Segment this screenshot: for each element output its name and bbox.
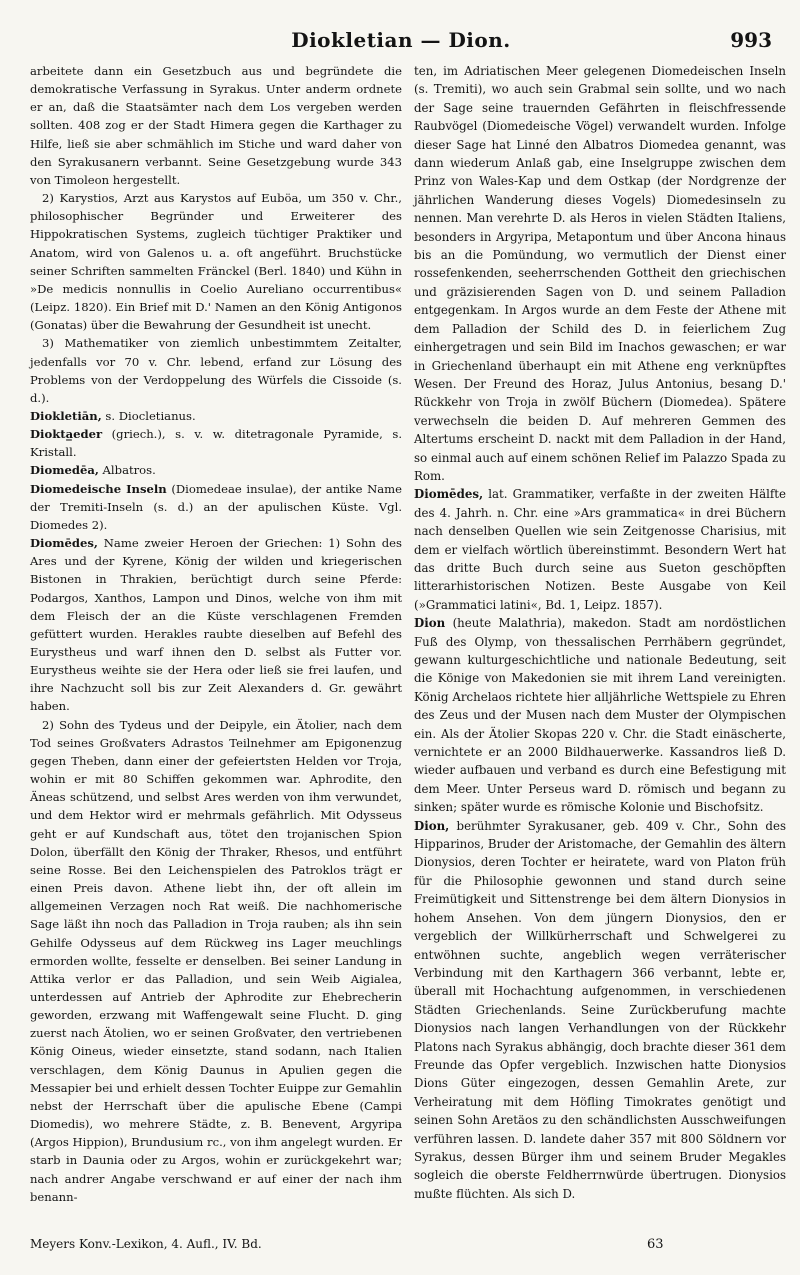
entry-headword: Diomēdes, [30,536,98,551]
entry-headword: Diomedeische Inseln [30,481,167,496]
entry-text: berühmter Syrakusaner, geb. 409 v. Chr., Sohn des Hipparinos, Bruder der Aristomache, der Gemahlin des ältern Dionysios, deren Tochter er heiratete, ward von Platon früh für die Philosophie gewonnen und stand durch seine Freimütigkeit und Sittenstrenge bei dem ältern Dionysios in hohem Ansehen. Von dem jüngern Dionysios, den er vergeblich der Willkürherrschaft und Schwelgerei zu entwöhnen suchte, angeblich wegen verräterischer Verbindung mit den Karthagern 366 verbannt, lebte er, überall mit Hochachtung aufgenommen, in verschiedenen Städten Griechenlands. Seine Zurückberufung machte Dionysios nach langen Verhandlungen von der Rückkehr Platons nach Syrakus abhängig, doch brachte dieser 361 dem Freunde das Opfer vergeblich. Inzwischen hatte Dionysios Dions Güter eingezogen, dessen Gemahlin Arete, zur Verheiratung mit dem Höfling Timokrates genötigt und seinen Sohn Aretäos zu den schändlichsten Ausschweifungen verführen lassen. D. landete daher 357 mit 800 Söldnern vor Syrakus, dessen Bürger ihm und seinem Bruder Megakles sogleich die oberste Feldherrnwürde übertrugen. Dionysios mußte flüchten. Als sich D. [414,818,786,1201]
footer-source: Meyers Konv.-Lexikon, 4. Aufl., IV. Bd. [30,1237,262,1251]
entry-headword: Diokletiān, [30,408,102,423]
signature-mark: 63 [647,1237,664,1252]
entry [414,614,786,816]
entry-headword: Diomēdes, [414,487,484,502]
paragraph-text: 2) Sohn des Tydeus und der Deipyle, ein Ätolier, nach dem Tod seines Großvaters Adrastos Teilnehmer am Epigonenzug gegen Theben, dann einer der gefeiertsten Helden vor Troja, wohin er mit 80 Schiffen gekommen war. Aphrodite, den Äneas schützend, und selbst Ares werden von ihm verwundet, und dem Hektor wird er mehrmals gefährlich. Mit Odysseus geht er auf Kundschaft aus, tötet den trojanischen Spion Dolon, überfällt den König der Thraker, Rhesos, und entführt seine Rosse. Bei den Leichenspielen des Patroklos trägt er einen Preis davon. Athene liebt ihn, der oft allein im allgemeinen Verzagen noch Rat weiß. Die nachhomerische Sage läßt ihn noch das Palladion in Troja rauben; als ihn sein Gehilfe Odysseus auf dem Rückweg ins Lager meuchlings ermorden wollte, fesselte er denselben. Bei seiner Landung in Attika verlor er das Palladion, und sein Weib Aigialea, unterdessen auf Antrieb der Aphrodite zur Ehebrecherin geworden, erzwang mit Waffengewalt seine Flucht. D. ging zuerst nach Ätolien, wo er seinen Großvater, den vertriebenen König Oineus, wieder einsetzte, stand sodann, nach Italien verschlagen, dem König Daunus in Apulien gegen die Messapier bei und erhielt dessen Tochter Euippe zur Gemahlin nebst der Herrschaft über die apulische Ebene (Campi Diomedis), wo mehrere Städte, z. B. Benevent, Argyripa (Argos Hippion), Brundusium rc., von ihm angelegt wurden. Er starb in Daunia oder zu Argos, wohin er zurückgekehrt war; nach andrer Angabe verschwand er auf einer der nach ihm benann- [30,717,402,1204]
paragraph-text: ten, im Adriatischen Meer gelegenen Diomedeischen Inseln (s. Tremiti), wo auch sein Grabmal sein sollte, und wo nach der Sage seine trauernden Gefährten in fleischfressende Raubvögel (Diomedeische Vögel) verwandelt wurden. Infolge dieser Sage hat Linné den Albatros Diomedea genannt, was dann wiederum Anlaß gab, eine Inselgruppe zwischen dem Prinz von Wales-Kap und dem Ostkap (der Nordgrenze der jährlichen Wanderung dieses Vogels) Diomedesinseln zu nennen. Man verehrte D. als Heros in vielen Städten Italiens, besonders in Argyripa, Metapontum und über Ancona hinaus bis an die Pomündung, wo vermutlich der Dienst einer rossefenkenden, seeherrschenden Gottheit den griechischen und gräzisierenden Sagen von D. und seinem Palladion entgegenkam. In Argos wurde an dem Feste der Athene mit dem Palladion der Schild des D. in feierlichem Zug einhergetragen und sein Bild im Inachos gewaschen; er war in Griechenland überhaupt ein mit Athene eng verknüpftes Wesen. Der Freund des Horaz, Julus Antonius, besang D.' Rückkehr von Troja in zwölf Büchern (Diomedea). Spätere verwechseln die beiden D. Auf mehreren Gemmen des Altertums erscheint D. nackt mit dem Palladion in der Hand, so einmal auch auf einem schönen Relief im Palazzo Spada zu Rom. [414,64,786,483]
paragraph [30,189,402,334]
page-number: 993 [730,28,772,52]
entry-text: Name zweier Heroen der Griechen: 1) Sohn des Ares und der Kyrene, König der wilden und kriegerischen Bistonen in Thrakien, berüchtigt durch seine Pferde: Podargos, Xanthos, Lampon und Dinos, welche von ihm mit dem Fleisch der an die Küste verschlagenen Fremden gefüttert wurden. Herakles raubte dieselben auf Befehl des Eurystheus und warf ihnen den D. selbst als Futter vor. Eurystheus weihte sie der Hera oder ließ sie frei laufen, und ihre Nachzucht soll bis zur Zeit Alexanders d. Gr. gewährt haben. [30,536,402,714]
paragraph-text: arbeitete dann ein Gesetzbuch aus und begründete die demokratische Verfassung in Syrakus. Unter anderm ordnete er an, daß die Staatsämter nach dem Los vergeben werden sollten. 408 zog er der Stadt Himera gegen die Karthager zu Hilfe, ließ sie aber schmählich im Stiche und ward daher von den Syrakusanern verbannt. Seine Gesetzgebung wurde 343 von Timoleon hergestellt. [30,64,402,187]
paragraph [414,62,786,485]
entry [414,817,786,1204]
paragraph [30,716,402,1206]
paragraph [30,62,402,189]
entry [30,461,402,479]
entry-headword: Dion, [414,818,450,833]
page-footer [30,1237,772,1259]
entry-headword: Diokta̲eder [30,427,103,442]
entry-text: (heute Malathria), makedon. Stadt am nordöstlichen Fuß des Olymp, von thessalischen Perrhäbern gegründet, gewann kulturgeschichtliche und nationale Bedeutung, seit die Könige von Makedonien sie mit ihrem Land vereinigten. König Archelaos richtete hier alljährliche Wettspiele zu Ehren des Zeus und der Musen nach dem Muster der Olympischen ein. Als der Ätolier Skopas 220 v. Chr. die Stadt einäscherte, vernichtete er an 2000 Bildhauerwerke. Kassandros ließ D. wieder aufbauen und verband es durch eine Befestigung mit dem Meer. Unter Perseus ward D. römisch und begann zu sinken; später wurde es römische Kolonie und Bischofsitz. [414,616,786,815]
entry-headword: Diomedēa, [30,463,99,478]
left-column [30,62,402,1206]
entry [30,534,402,716]
running-head: Diokletian — Dion. [291,28,511,52]
paragraph-text: 3) Mathematiker von ziemlich unbestimmtem Zeitalter, jedenfalls vor 70 v. Chr. lebend, erfand zur Lösung des Problems von der Verdoppelung des Würfels die Cissoide (s. d.). [30,336,402,405]
entry-headword: Dion [414,616,446,631]
entry-text: Albatros. [98,463,156,478]
page-header [30,28,772,58]
entry [30,480,402,534]
paragraph [30,334,402,407]
entry [30,407,402,425]
right-column [414,62,786,1203]
entry-text: (Diomedeae insulae), der antike Name der Tremiti-Inseln (s. d.) an der apulischen Küste. Vgl. Diomedes 2). [30,481,402,532]
entry [30,425,402,461]
entry [414,485,786,614]
entry-text: s. Diocletianus. [101,408,196,423]
paragraph-text: 2) Karystios, Arzt aus Karystos auf Euböa, um 350 v. Chr., philosophischer Begründer und Erweiterer des Hippokratischen Systems, zugleich tüchtiger Praktiker und Anatom, wird von Galenos u. a. oft angeführt. Bruchstücke seiner Schriften sammelten Fränckel (Berl. 1840) und Kühn in »De medicis nonnullis in Coelio Aureliano occurrentibus« (Leipz. 1820). Ein Brief mit D.' Namen an den König Antigonos (Gonatas) über die Bewahrung der Gesundheit ist unecht. [30,191,402,333]
entry-text: lat. Grammatiker, verfaßte in der zweiten Hälfte des 4. Jahrh. n. Chr. eine »Ars grammatica« in drei Büchern nach denselben Quellen wie sein Zeitgenosse Charisius, mit dem er vielfach wörtlich übereinstimmt. Besondern Wert hat das dritte Buch durch seine aus Sueton geschöpften litterarhistorischen Notizen. Beste Ausgabe von Keil (»Grammatici latini«, Bd. 1, Leipz. 1857). [414,487,786,612]
entry-text: (griech.), s. v. w. ditetragonale Pyramide, s. Kristall. [30,427,402,460]
